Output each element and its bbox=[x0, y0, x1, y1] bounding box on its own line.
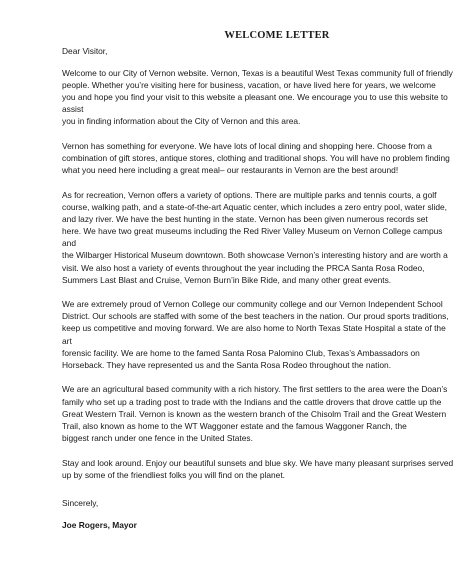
letter-title: WELCOME LETTER bbox=[224, 30, 330, 41]
paragraph-welcome: Welcome to our City of Vernon website. Vernon, Texas is a beautiful West Texas community full of friendly people. Whether you’re visiting here for business, vacation, or have lived here for years, we welcome you and hope you find your visit to this website a pleasant one. We encourage you to use this website to assist you in finding information about the City of Vernon and this area. bbox=[62, 68, 453, 127]
signature: Joe Rogers, Mayor bbox=[62, 519, 137, 530]
salutation: Dear Visitor, bbox=[62, 46, 108, 56]
paragraph-history: We are an agricultural based community with a rich history. The first settlers to the area were the Doan’s family who set up a trading post to trade with the Indians and the cattle drovers that drove cattle up the Great Western Trail. Vernon is known as the western branch of the Chisolm Trail and the Great Western Trail, also known as home to the WT Waggoner estate and the famous Waggoner Ranch, the biggest ranch under one fence in the United States. bbox=[62, 384, 448, 443]
paragraph-shopping: Vernon has something for everyone. We have lots of local dining and shopping here. Choose from a combination of gift stores, antique stores, clothing and traditional shops. You will have no problem finding what you need here including a great meal– our restaurants in Vernon are the best around! bbox=[62, 141, 450, 176]
paragraph-education: We are extremely proud of Vernon College our community college and our Vernon Independent School District. Our schools are staffed with some of the best teachers in the nation. Our proud sports traditions, keep us competitive and moving forward. We are also home to North Texas State Hospital a state of the art forensic facility. We are home to the famed Santa Rosa Palomino Club, Texas’s Ambassadors on Horseback. They have represented us and the Santa Rosa Rodeo throughout the nation. bbox=[62, 299, 449, 370]
closing: Sincerely, bbox=[62, 497, 99, 508]
paragraph-recreation: As for recreation, Vernon offers a variety of options. There are multiple parks and tennis courts, a golf course, walking path, and a state-of-the-art Aquatic center, which includes a zero entry pool, water slide, and lazy river. We have the best hunting in the state. Vernon has been given numerous records set here. We have two great museums including the Red River Valley Museum on Vernon College campus and the Wilbarger Historical Museum downtown. Both showcase Vernon’s interesting history and are worth a visit. We also host a variety of events throughout the year including the PRCA Santa Rosa Rodeo, Summers Last Blast and Cruise, Vernon Burn’in Bike Ride, and many other great events. bbox=[62, 189, 448, 285]
paragraph-invitation: Stay and look around. Enjoy our beautiful sunsets and blue sky. We have many pleasant surprises served up by some of the friendliest folks you will find on the planet. bbox=[62, 457, 454, 480]
